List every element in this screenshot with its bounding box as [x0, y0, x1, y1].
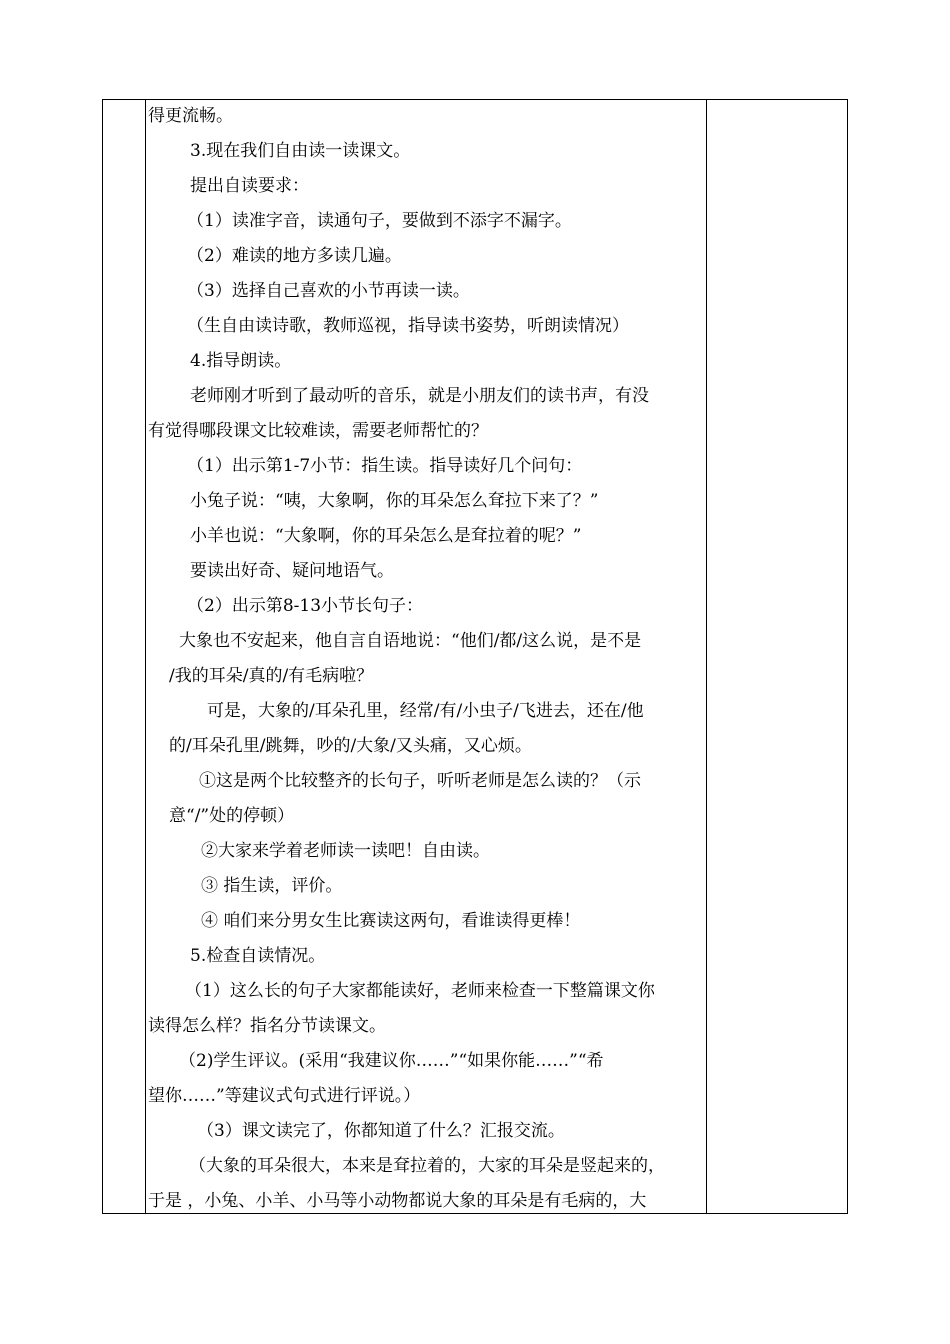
text-line: 提出自读要求：: [190, 176, 309, 196]
text-line: ①这是两个比较整齐的长句子，听听老师是怎么读的？（示: [199, 771, 641, 791]
text-line: 有觉得哪段课文比较难读，需要老师帮忙的？: [148, 421, 488, 441]
text-line: 于是 ，小兔、小羊、小马等小动物都说大象的耳朵是有毛病的，大: [148, 1191, 647, 1211]
text-line: 可是，大象的/耳朵孔里，经常/有/小虫子/飞进去，还在/他: [207, 701, 644, 721]
text-line: ②大家来学着老师读一读吧！自由读。: [201, 841, 490, 861]
text-line: （3）课文读完了，你都知道了什么？汇报交流。: [197, 1121, 565, 1141]
text-line: 3.现在我们自由读一读课文。: [190, 141, 411, 161]
text-line: （1）这么长的句子大家都能读好，老师来检查一下整篇课文你: [185, 981, 655, 1001]
column-divider-right: [706, 100, 707, 1213]
text-line: 的/耳朵孔里/跳舞，吵的/大象/又头痛，又心烦。: [169, 736, 532, 756]
text-line: （1）读准字音，读通句子，要做到不添字不漏字。: [187, 211, 572, 231]
text-line: 老师刚才听到了最动听的音乐，就是小朋友们的读书声，有没: [190, 386, 649, 406]
lesson-content-cell: [145, 99, 705, 1214]
text-line: 望你……”等建议式句式进行评说。）: [148, 1086, 421, 1106]
text-line: 得更流畅。: [148, 106, 233, 126]
text-line: （2）出示第8-13小节长句子：: [187, 596, 424, 616]
text-line: ④ 咱们来分男女生比赛读这两句，看谁读得更棒！: [201, 911, 581, 931]
text-line: 大象也不安起来，他自言自语地说：“他们/都/这么说，是不是: [179, 631, 642, 651]
text-line: （生自由读诗歌，教师巡视，指导读书姿势，听朗读情况）: [187, 316, 629, 336]
text-line: 读得怎么样？指名分节读课文。: [148, 1016, 386, 1036]
text-line: （3）选择自己喜欢的小节再读一读。: [187, 281, 470, 301]
text-line: （2)学生评议。(采用“我建议你……”“如果你能……”“希: [179, 1051, 604, 1071]
text-line: 小兔子说：“咦，大象啊，你的耳朵怎么耷拉下来了？”: [190, 491, 599, 511]
text-line: 要读出好奇、疑问地语气。: [190, 561, 394, 581]
text-line: 5.检查自读情况。: [190, 946, 326, 966]
text-line: /我的耳朵/真的/有毛病啦？: [169, 666, 374, 686]
text-line: （1）出示第1-7小节：指生读。指导读好几个问句：: [187, 456, 583, 476]
text-line: 小羊也说：“大象啊，你的耳朵怎么是耷拉着的呢？”: [190, 526, 582, 546]
text-line: 意“/”处的停顿）: [169, 806, 295, 826]
text-line: 4.指导朗读。: [190, 351, 292, 371]
text-line: ③ 指生读，评价。: [201, 876, 343, 896]
text-line: （2）难读的地方多读几遍。: [187, 246, 402, 266]
text-line: （大象的耳朵很大，本来是耷拉着的，大家的耳朵是竖起来的，: [189, 1156, 665, 1176]
